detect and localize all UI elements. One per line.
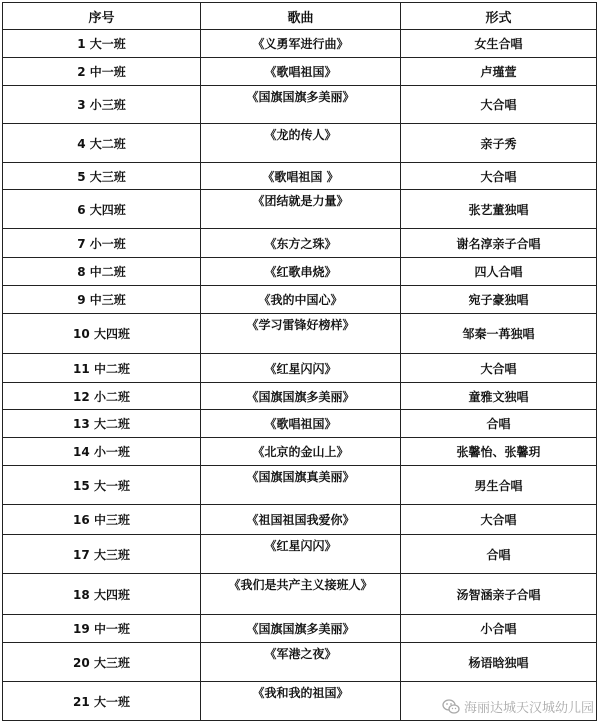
song-cell: 《歌唱祖国》 — [201, 58, 401, 86]
form-cell: 卢瑾萱 — [401, 58, 597, 86]
form-cell: 张艺董独唱 — [401, 190, 597, 229]
song-cell: 《国旗国旗多美丽》 — [201, 383, 401, 410]
table-row — [3, 535, 597, 574]
program-table — [2, 2, 597, 721]
class-name: 中三班 — [89, 293, 126, 307]
number-class-cell — [3, 30, 201, 58]
form-cell: 大合唱 — [401, 86, 597, 124]
class-name: 中三班 — [93, 513, 130, 527]
song-cell: 《红星闪闪》 — [201, 535, 401, 574]
number-class-cell — [3, 190, 201, 229]
class-name: 小二班 — [93, 389, 130, 404]
table-row — [3, 258, 597, 286]
form-cell: 宛子豪独唱 — [401, 286, 597, 314]
number-class-cell — [3, 574, 201, 615]
song-cell: 《红歌串烧》 — [201, 258, 401, 286]
number-class-cell — [3, 410, 201, 438]
class-name: 大三班 — [93, 547, 130, 562]
song-cell: 《我的中国心》 — [201, 286, 401, 314]
class-name: 大二班 — [89, 136, 126, 151]
header-row — [3, 3, 597, 30]
table-row — [3, 466, 597, 505]
number-class-cell — [3, 682, 201, 721]
song-cell: 《义勇军进行曲》 — [201, 30, 401, 58]
class-name: 大一班 — [93, 694, 130, 709]
row-number: 2 — [77, 65, 86, 79]
number-class-cell — [3, 314, 201, 354]
row-number: 8 — [77, 265, 86, 279]
form-cell: 童雅文独唱 — [401, 383, 597, 410]
number-class-cell — [3, 643, 201, 682]
row-number: 11 — [73, 361, 90, 376]
row-number: 20 — [73, 655, 90, 670]
song-cell: 《国旗国旗多美丽》 — [201, 86, 401, 124]
form-cell: 大合唱 — [401, 163, 597, 190]
form-cell: 杨语晗独唱 — [401, 643, 597, 682]
form-cell: 谢名淳亲子合唱 — [401, 229, 597, 258]
form-cell: 邹秦一苒独唱 — [401, 314, 597, 354]
song-cell: 《祖国祖国我爱你》 — [201, 505, 401, 535]
table-row — [3, 438, 597, 466]
number-class-cell — [3, 58, 201, 86]
header-number: 序号 — [3, 3, 201, 30]
number-class-cell — [3, 466, 201, 505]
form-cell: 汤智涵亲子合唱 — [401, 574, 597, 615]
table-row — [3, 383, 597, 410]
class-name: 大一班 — [93, 478, 130, 493]
table-row — [3, 286, 597, 314]
class-name: 大三班 — [89, 169, 126, 184]
row-number: 4 — [77, 136, 86, 151]
song-cell: 《红星闪闪》 — [201, 354, 401, 383]
song-cell: 《军港之夜》 — [201, 643, 401, 682]
row-number: 10 — [73, 327, 90, 341]
table-row — [3, 190, 597, 229]
song-cell: 《歌唱祖国 》 — [201, 163, 401, 190]
row-number: 17 — [73, 547, 90, 562]
class-name: 中一班 — [93, 622, 130, 636]
class-name: 小三班 — [89, 98, 126, 112]
number-class-cell — [3, 354, 201, 383]
row-number: 13 — [73, 417, 90, 431]
table-row — [3, 615, 597, 643]
row-number: 14 — [73, 445, 90, 459]
table-row — [3, 30, 597, 58]
class-name: 大一班 — [89, 37, 126, 51]
row-number: 1 — [77, 37, 86, 51]
table-row — [3, 354, 597, 383]
table-row — [3, 505, 597, 535]
row-number: 6 — [77, 202, 86, 217]
form-cell: 女生合唱 — [401, 30, 597, 58]
form-cell: 亲子秀 — [401, 124, 597, 163]
row-number: 19 — [73, 622, 90, 636]
song-cell: 《学习雷锋好榜样》 — [201, 314, 401, 354]
number-class-cell — [3, 505, 201, 535]
row-number: 12 — [73, 389, 90, 404]
song-cell: 《团结就是力量》 — [201, 190, 401, 229]
watermark — [442, 697, 594, 716]
table-row — [3, 86, 597, 124]
class-name: 大三班 — [93, 655, 130, 670]
form-cell: 张馨怡、张馨玥 — [401, 438, 597, 466]
row-number: 21 — [73, 694, 90, 709]
table-row — [3, 58, 597, 86]
row-number: 9 — [77, 293, 86, 307]
number-class-cell — [3, 124, 201, 163]
header-song: 歌曲 — [201, 3, 401, 30]
song-cell: 《歌唱祖国》 — [201, 410, 401, 438]
number-class-cell — [3, 286, 201, 314]
form-cell: 大合唱 — [401, 505, 597, 535]
wechat-icon — [442, 699, 460, 715]
number-class-cell — [3, 615, 201, 643]
table-row — [3, 163, 597, 190]
number-class-cell — [3, 86, 201, 124]
table-row — [3, 410, 597, 438]
form-cell: 大合唱 — [401, 354, 597, 383]
table-row — [3, 229, 597, 258]
form-cell: 合唱 — [401, 535, 597, 574]
header-form: 形式 — [401, 3, 597, 30]
class-name: 中二班 — [89, 265, 126, 279]
form-cell: 男生合唱 — [401, 466, 597, 505]
number-class-cell — [3, 383, 201, 410]
watermark-text: 海丽达城天汉城幼儿园 — [463, 701, 594, 716]
class-name: 小一班 — [89, 236, 126, 251]
number-class-cell — [3, 163, 201, 190]
table-row — [3, 124, 597, 163]
number-class-cell — [3, 258, 201, 286]
row-number: 18 — [73, 587, 90, 602]
class-name: 大四班 — [89, 202, 126, 217]
row-number: 3 — [77, 98, 86, 112]
song-cell: 《我和我的祖国》 — [201, 682, 401, 721]
class-name: 中一班 — [89, 65, 126, 79]
table-row — [3, 643, 597, 682]
song-cell: 《国旗国旗真美丽》 — [201, 466, 401, 505]
row-number: 15 — [73, 478, 90, 493]
form-cell: 小合唱 — [401, 615, 597, 643]
number-class-cell — [3, 438, 201, 466]
table-row — [3, 574, 597, 615]
table-row — [3, 314, 597, 354]
song-cell: 《我们是共产主义接班人》 — [201, 574, 401, 615]
song-cell: 《东方之珠》 — [201, 229, 401, 258]
song-cell: 《国旗国旗多美丽》 — [201, 615, 401, 643]
row-number: 7 — [77, 236, 86, 251]
class-name: 大四班 — [93, 587, 130, 602]
song-cell: 《龙的传人》 — [201, 124, 401, 163]
row-number: 16 — [73, 513, 90, 527]
row-number: 5 — [77, 169, 86, 184]
class-name: 小一班 — [93, 445, 130, 459]
form-cell: 四人合唱 — [401, 258, 597, 286]
class-name: 大二班 — [93, 417, 130, 431]
class-name: 大四班 — [93, 327, 130, 341]
song-cell: 《北京的金山上》 — [201, 438, 401, 466]
number-class-cell — [3, 229, 201, 258]
form-cell: 合唱 — [401, 410, 597, 438]
class-name: 中二班 — [93, 361, 130, 376]
number-class-cell — [3, 535, 201, 574]
